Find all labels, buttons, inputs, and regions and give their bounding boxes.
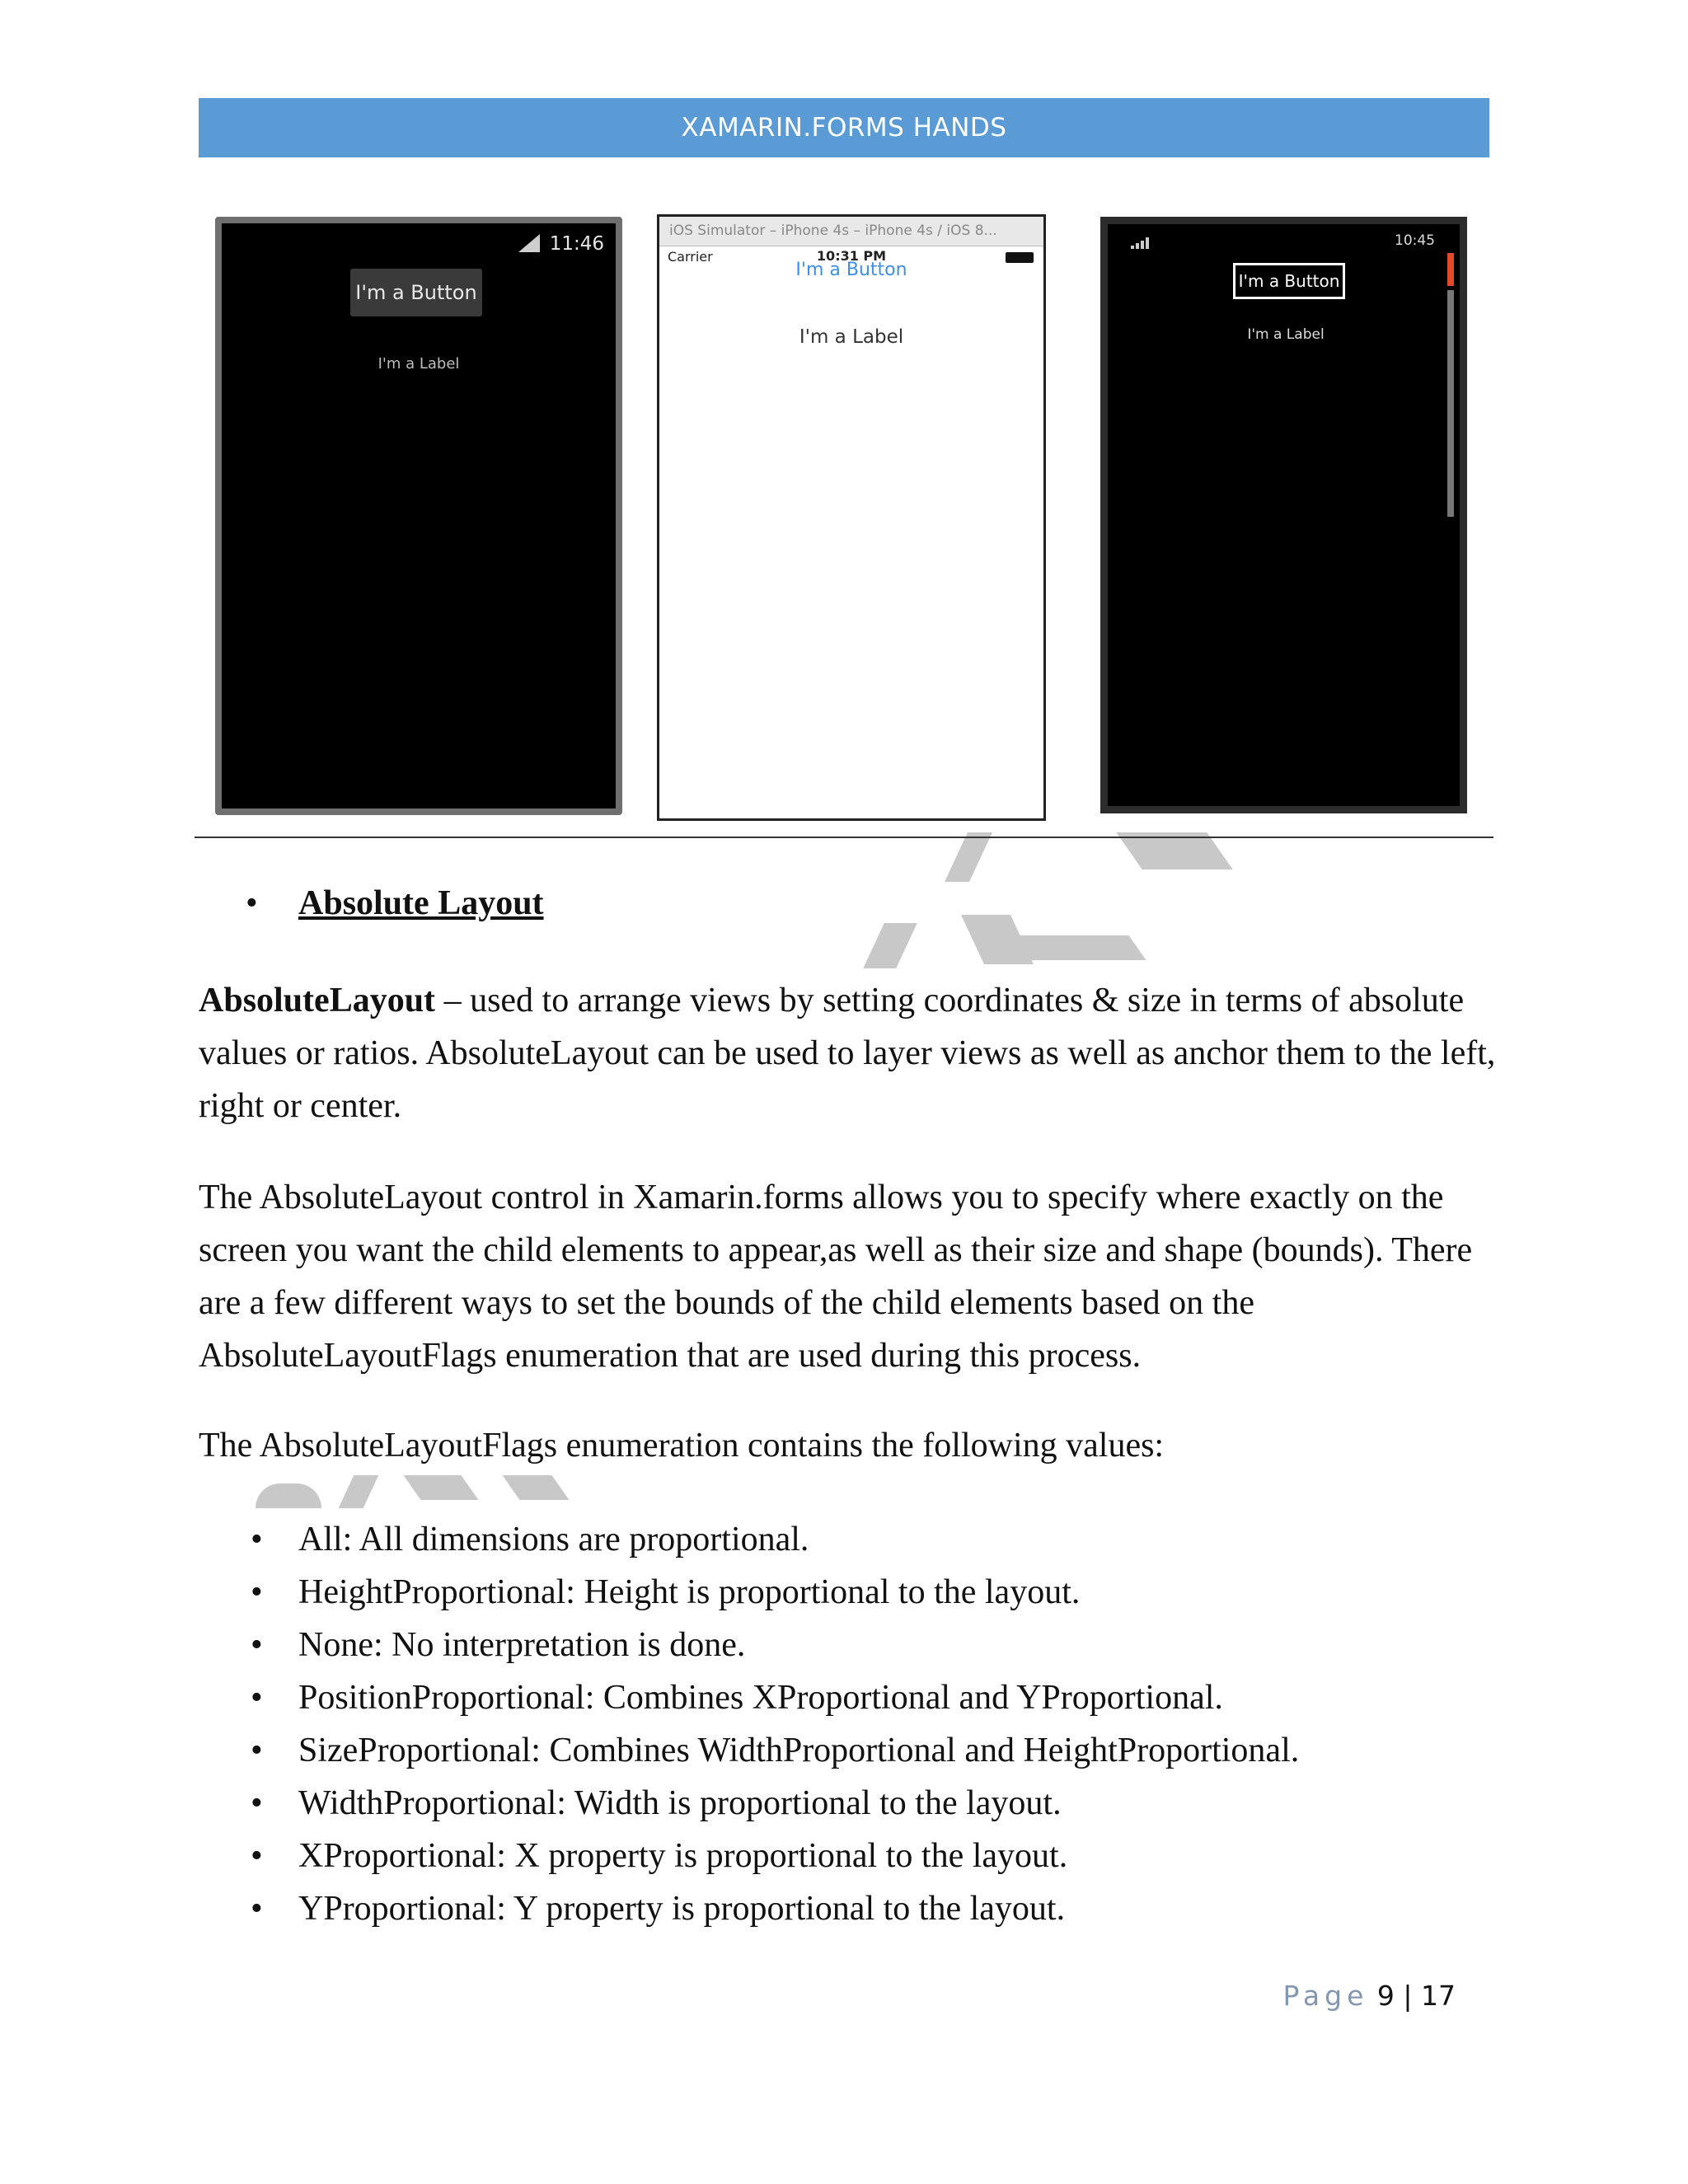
document-header: XAMARIN.FORMS HANDS [199,98,1489,157]
list-item: • PositionProportional: Combines XProportional and YProportional. [251,1679,1223,1717]
android-screenshot [215,217,622,815]
android-button: I'm a Button [350,269,482,316]
paragraph-intro [199,974,1501,1132]
ios-screenshot [657,214,1046,821]
list-item: • YProportional: Y property is proportional to the layout. [251,1890,1066,1928]
watermark-stroke [256,1483,321,1508]
paragraph-intro-text: – used to arrange views by setting coordinates & size in terms of absolute values or ratios. AbsoluteLayout can be used to layer views as well as anchor them to the left, right or center. [199,982,1496,1125]
watermark-stroke [403,1475,478,1500]
windows-phone-screenshot [1100,217,1467,813]
list-item: • None: No interpretation is done. [251,1626,746,1664]
android-time: 11:46 [549,233,604,255]
list-item: • XProportional: X property is proportional to the layout. [251,1837,1068,1875]
windows-phone-time: 10:45 [1395,232,1435,249]
list-item: • HeightProportional: Height is proportional to the layout. [251,1573,1081,1611]
page-word: Page [1282,1980,1369,2012]
windows-phone-button: I'm a Button [1233,263,1345,299]
page-footer [1282,1980,1456,2012]
page-total: 17 [1421,1980,1456,2012]
list-item: • WidthProportional: Width is proportional to the layout. [251,1784,1062,1822]
page-number: 9 [1376,1980,1395,2012]
horizontal-rule [195,837,1493,838]
watermark-stroke [945,832,992,882]
ios-label: I'm a Label [799,326,904,348]
ios-button: I'm a Button [795,260,907,280]
android-status-bar [518,233,604,255]
list-item: • SizeProportional: Combines WidthProportional and HeightProportional. [251,1732,1300,1769]
android-label: I'm a Label [377,355,460,373]
term-absolutelayout: AbsoluteLayout [199,982,436,1019]
signal-icon [1131,236,1152,249]
windows-phone-label: I'm a Label [1247,326,1325,343]
watermark-stroke [339,1475,379,1508]
signal-icon [518,234,540,252]
list-item: • All: All dimensions are proportional. [251,1521,809,1558]
ios-carrier: Carrier [668,249,713,265]
frame-rate-counters-icon [1445,253,1456,517]
paragraph-flags-intro: The AbsoluteLayoutFlags enumeration contains the following values: [199,1427,1165,1465]
ios-time: 10:31 PM [816,248,887,264]
section-heading: Absolute Layout [298,884,544,922]
ios-simulator-title: iOS Simulator – iPhone 4s – iPhone 4s / iOS 8... [659,217,1043,246]
flags-list [251,1513,1300,1935]
watermark-stroke [1013,935,1146,960]
page-separator: | [1403,1980,1413,2012]
watermark-stroke [863,923,917,968]
watermark-stroke [502,1475,569,1500]
heading-bullet: • [246,884,258,922]
paragraph-description: The AbsoluteLayout control in Xamarin.forms allows you to specify where exactly on the screen you want the child elements to appear,as well as their size and shape (bounds). There are a few different ways to set the bounds of the child elements based on the AbsoluteLayoutFlags enumeration that are used during this process. [199,1179,1473,1375]
